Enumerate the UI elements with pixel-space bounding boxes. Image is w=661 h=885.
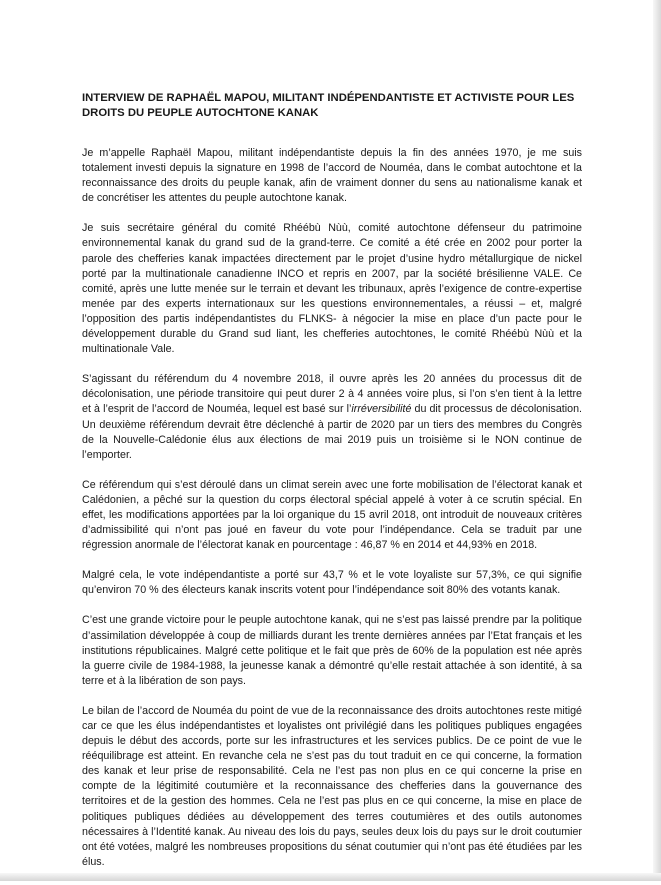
page-right-edge-shadow [653,0,661,881]
document-title: INTERVIEW DE RAPHAËL MAPOU, MILITANT INDÉPENDANTISTE ET ACTIVISTE POUR LES DROITS DU PEUPLE AUTOCHTONE KANAK [82,92,575,119]
paragraph-1: Je m’appelle Raphaël Mapou, militant indépendantiste depuis la fin des années 1970, je me suis totalement investi depuis la signature en 1998 de l’accord de Nouméa, dans le combat autochtone et la reconnaissance des droits du peuple kanak, afin de vraiment donner du sens au nationalisme kanak et de concrétiser les attentes du peuple autochtone kanak. [82,147,582,205]
paragraph-7: Le bilan de l’accord de Nouméa du point de vue de la reconnaissance des droits autochtones reste mitigé car ce que les élus indépendantistes et loyalistes ont privilégié dans les politiques publiques engagées depuis le début des accords, porte sur les infrastructures et les services publics. De ce point de vue le rééquilibrage est atteint. En revanche cela ne s’est pas du tout traduit en ce qui concerne, la formation des kanak et leur prise de responsabilité. Cela ne l’est pas non plus en ce qui concerne la prise en compte de la légitimité coutumière et la reconnaissance des chefferies dans la gouvernance des territoires et de la gestion des hommes. Cela ne l’est pas plus en ce qui concerne, la mise en place de politiques publiques dédiées au développement des terres coutumières et des outils autonomes nécessaires à l’Identité kanak. Au niveau des lois du pays, seules deux lois du pays sur le droit coutumier ont été votées, malgré les nombreuses propositions du sénat coutumier qui n’ont pas été étudiées par les élus. [82,704,582,868]
paragraph-3 [82,372,582,463]
page-bottom-edge-shadow [0,873,661,881]
paragraph-2: Je suis secrétaire général du comité Rhéébù Nùù, comité autochtone défenseur du patrimoine environnemental kanak du grand sud de la grand-terre. Ce comité a été crée en 2002 pour porter la parole des chefferies kanak impactées directement par le projet d’usine hydro métallurgique de nickel porté par la multinationale canadienne INCO et repris en 2007, par la société brésilienne VALE. Ce comité, après une lutte menée sur le terrain et devant les tribunaux, après l’exigence de contre-expertise menée par des experts internationaux sur les questions environnementales, a réussi – et, malgré l’opposition des partis indépendantistes du FLNKS- à négocier la mise en place d’un pacte pour le développement durable du Grand sud liant, les chefferies autochtones, le comité Rhéébù Nùù et la multinationale Vale. [82,222,582,356]
document-body [82,91,582,885]
paragraph-3-emphasis: irréversibilité [351,403,412,416]
paragraph-5: Malgré cela, le vote indépendantiste a porté sur 43,7 % et le vote loyaliste sur 57,3%, ce qui signifie qu’environ 70 % des électeurs kanak inscrits votent pour l’indépendance soit 80% des votants kanak. [82,569,582,597]
paragraph-3-text-after: du dit processus de décolonisation. Un deuxième référendum devrait être déclenché à partir de 2020 par un tiers des membres du Congrès de la Nouvelle-Calédonie élus aux élections de mai 2019 puis un troisième si le NON continue de l’emporter. [82,403,582,461]
paragraph-3-text-before: S’agissant du référendum du 4 novembre 2018, il ouvre après les 20 années du processus dit de décolonisation, une période transitoire qui peut durer 2 à 4 années voire plus, si l’on s’en tient à la lettre et à l’esprit de l’accord de Nouméa, lequel est basé sur l’ [82,373,582,416]
paragraph-4: Ce référendum qui s’est déroulé dans un climat serein avec une forte mobilisation de l’électorat kanak et Calédonien, a pêché sur la question du corps électoral spécial appelé à voter à ce scrutin spécial. En effet, les modifications apportées par la loi organique du 15 avril 2018, ont introduit de nouveaux critères d’admissibilité qui n’ont pas joué en faveur du vote pour l’indépendance. Cela se traduit par une régression anormale de l’électorat kanak en pourcentage : 46,87 % en 2014 et 44,93% en 2018. [82,478,582,552]
paragraph-6: C’est une grande victoire pour le peuple autochtone kanak, qui ne s’est pas laissé prendre par la politique d’assimilation développée à coup de milliards durant les trente dernières années par l’Etat français et les institutions républicaines. Malgré cette politique et le fait que près de 60% de la population est née après la guerre civile de 1984-1988, la jeunesse kanak a démontré qu’elle restait attachée à son identité, à sa terre et à la libération de son pays. [82,614,582,687]
